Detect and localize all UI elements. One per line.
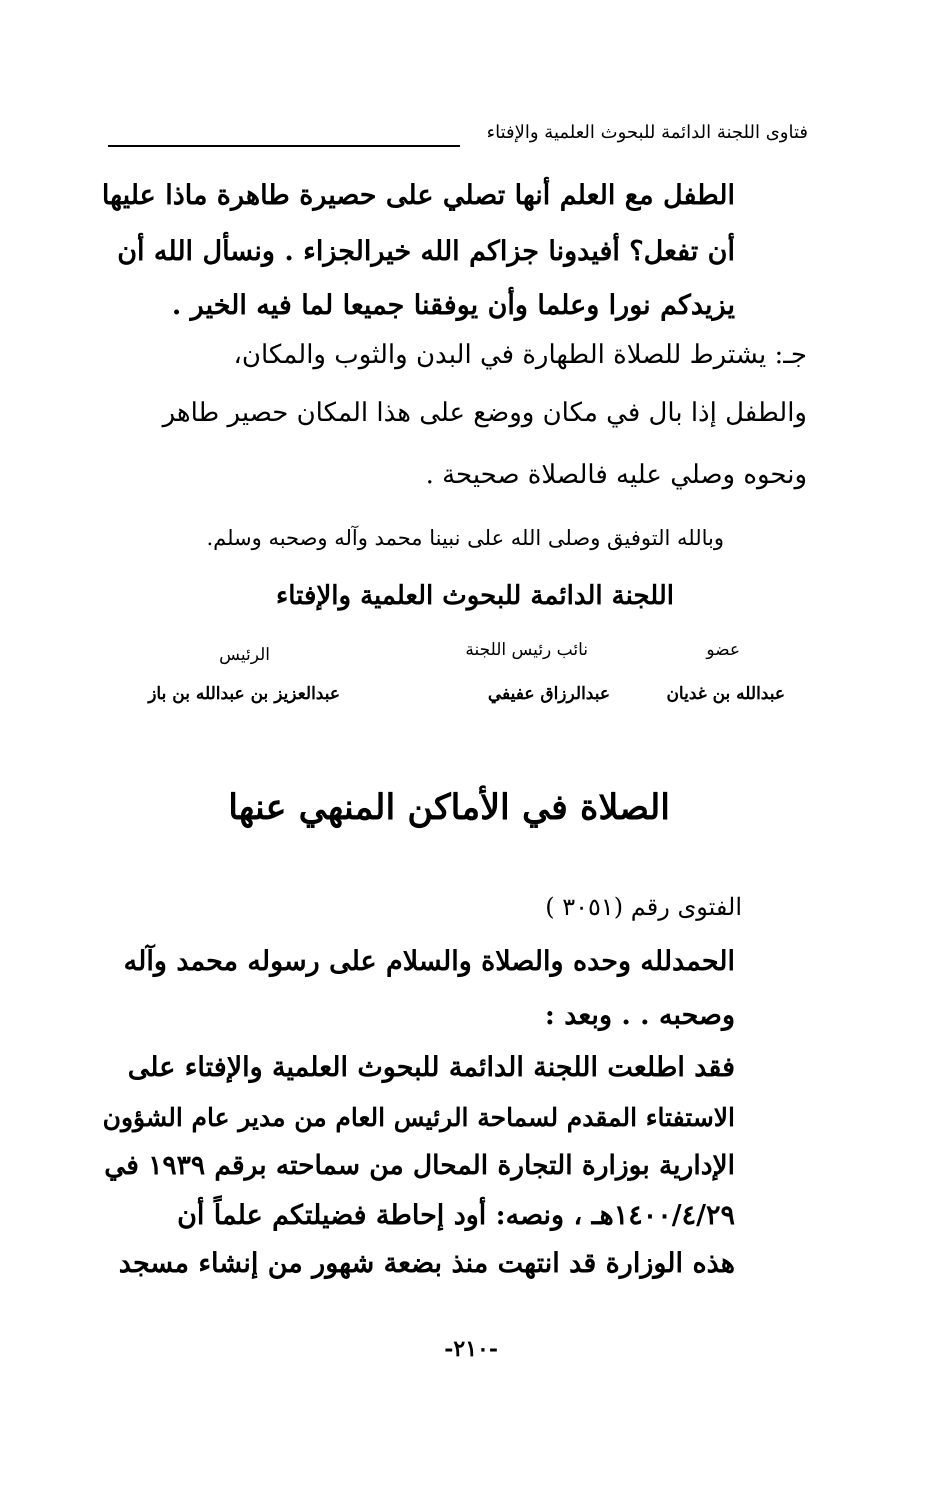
section-title: الصلاة في الأماكن المنهي عنها: [228, 787, 670, 828]
page-number: -٢١٠-: [444, 1336, 498, 1362]
answer-line-1: جـ: يشترط للصلاة الطهارة في البدن والثوب والمكان،: [233, 340, 807, 370]
body-line-7: هذه الوزارة قد انتهت منذ بضعة شهور من إنشاء مسجد: [118, 1248, 735, 1279]
body-line-4: الاستفتاء المقدم لسماحة الرئيس العام من مدير عام الشؤون: [102, 1103, 735, 1132]
question-line-3: يزيدكم نورا وعلما وأن يوفقنا جميعا لما فيه الخير .: [171, 290, 735, 321]
body-line-6: ١٤٠٠/٤/٢٩هـ ، ونصه: أود إحاطة فضيلتكم علماً أن: [177, 1200, 735, 1231]
signatory-name-member: عبدالله بن غديان: [666, 684, 785, 704]
body-line-3: فقد اطلعت اللجنة الدائمة للبحوث العلمية والإفتاء على: [127, 1052, 735, 1083]
closing-invocation: وبالله التوفيق وصلى الله على نبينا محمد وآله وصحبه وسلم.: [206, 526, 724, 550]
signatory-name-chair: عبدالعزيز بن عبدالله بن باز: [148, 684, 340, 704]
header-rule: [108, 145, 460, 147]
signatory-role-chair: الرئيس: [219, 645, 270, 665]
signatory-role-member: عضو: [706, 640, 740, 660]
fatwa-number: الفتوى رقم (٣٠٥١ ): [545, 893, 742, 921]
signatory-name-vice-chair: عبدالرزاق عفيفي: [487, 684, 610, 704]
answer-line-3: ونحوه وصلي عليه فالصلاة صحيحة .: [425, 460, 807, 490]
body-line-2: وصحبه . . وبعد :: [544, 1000, 735, 1031]
body-line-1: الحمدلله وحده والصلاة والسلام على رسوله محمد وآله: [123, 946, 735, 977]
committee-title: اللجنة الدائمة للبحوث العلمية والإفتاء: [276, 581, 674, 611]
question-line-2: أن تفعل؟ أفيدونا جزاكم الله خيرالجزاء . ونسأل الله أن: [117, 236, 735, 267]
signatory-role-vice-chair: نائب رئيس اللجنة: [465, 640, 588, 660]
body-line-5: الإدارية بوزارة التجارة المحال من سماحته برقم ١٩٣٩ في: [104, 1150, 735, 1181]
question-line-1: الطفل مع العلم أنها تصلي على حصيرة طاهرة ماذا عليها: [101, 180, 735, 211]
running-header-title: فتاوى اللجنة الدائمة للبحوث العلمية والإفتاء: [486, 122, 808, 143]
answer-line-2: والطفل إذا بال في مكان ووضع على هذا المكان حصير طاهر: [162, 398, 807, 428]
